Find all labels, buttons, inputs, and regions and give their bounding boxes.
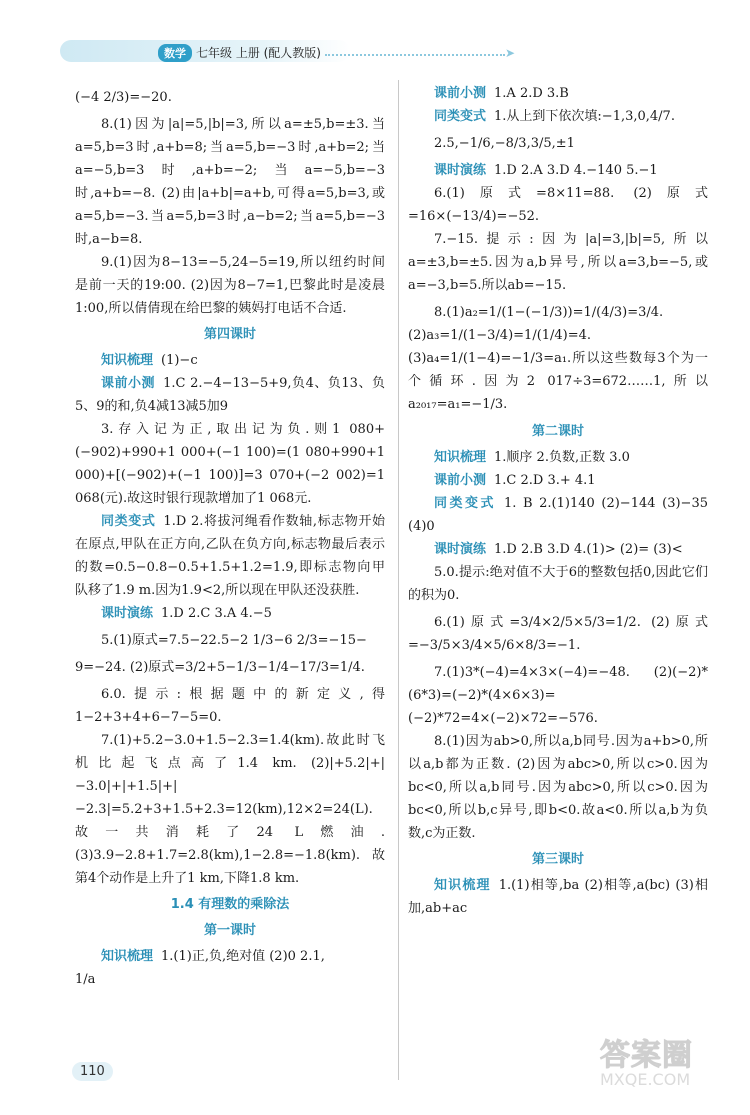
answer-line: (−4 2/3)=−20.	[75, 90, 172, 105]
watermark-url: MXQE.COM	[600, 1070, 691, 1089]
variant-text: 1. B 2.(1)140 (2)−144 (3)−35 (4)0	[408, 496, 708, 534]
variant-row	[75, 510, 385, 602]
column-divider	[398, 80, 399, 1080]
section-label: 知识梳理	[101, 949, 154, 964]
section-label: 知识梳理	[434, 450, 487, 465]
left-column	[75, 82, 385, 991]
answer-5a: 5.(1)原式=7.5−22.5−2 1/3−6 2/3=−15−	[101, 633, 367, 648]
answer-7: 7.−15.提示:因为|a|=3,|b|=5,所以a=±3,b=±5.因为a,b异号,所以a=3,b=−5,或a=−3,b=5.所以ab=−15.	[408, 232, 708, 293]
answer-7b: 7.(1)3*(−4)=4×3×(−4)=−48. (2)(−2)*(6*3)=(−2)*(4×6×3)=(−2)*72=4×(−2)×72=−576.	[408, 665, 708, 726]
answer-6b: 6.(1)原式=3/4×2/5×5/3=1/2. (2)原式=−3/5×3/4×5/6×8/3=−1.	[408, 615, 708, 653]
pretest-row	[75, 372, 385, 418]
knowledge-text: 1.顺序 2.负数,正数 3.0	[494, 450, 630, 465]
answer-6: 6.0.提示:根据题中的新定义,得1−2+3+4+6−7−5=0.	[75, 687, 385, 725]
pretest-text: 1.C 2.−4−13−5+9,负4、负13、负5、9的和,负4减13减5加9	[75, 376, 385, 414]
pretest-row	[408, 469, 708, 492]
answer-5b: 9=−24. (2)原式=3/2+5−1/3−1/4−17/3=1/4.	[75, 660, 365, 675]
variant-text: 1.从上到下依次填:−1,3,0,4/7.	[494, 109, 675, 124]
answer-8b: 8.(1)因为ab>0,所以a,b同号.因为a+b>0,所以a,b都为正数. (2)因为abc>0,所以c>0.因为bc<0,所以a,b同号.因为abc>0,所以c>0.因为bc<0,所以b,c异号,即b<0.故a<0.所以a,b为负数,c为正数.	[408, 734, 708, 841]
section-label: 课时演练	[434, 163, 487, 178]
watermark	[600, 1030, 740, 1110]
variant-row	[408, 105, 708, 128]
practice-row	[75, 602, 385, 625]
practice-row	[408, 159, 708, 182]
pretest-text: 1.C 2.D 3.+ 4.1	[494, 473, 596, 488]
knowledge-text: (1)−c	[161, 353, 198, 368]
chapter-title: 1.4 有理数的乘除法	[170, 897, 290, 912]
practice-text: 1.D 2.A 3.D 4.−140 5.−1	[494, 163, 658, 178]
answer-8: 8.(1)因为|a|=5,|b|=3,所以a=±5,b=±3.当a=5,b=3时,a+b=8;当a=5,b=−3时,a+b=2;当a=−5,b=3时,a+b=−2;当a=−5,b=−3时,a+b=−8. (2)由|a+b|=a+b,可得a=5,b=3,或a=5,b=−3.当a=5,b=3时,a−b=2;当a=5,b=−3时,a−b=8.	[75, 117, 385, 247]
header-dotted-line	[325, 54, 505, 56]
variant-text: 1.D 2.将拔河绳看作数轴,标志物开始在原点,甲队在正方向,乙队在负方向,标志物最后表示的数=0.5−0.8−0.5+1.5+1.2=1.9,即标志物向甲队移了1.9 m.因为1.9<2,所以现在甲队还没获胜.	[75, 514, 385, 598]
pretest-row	[408, 82, 708, 105]
section-title: 第三课时	[531, 852, 584, 867]
answer-6: 6.(1)原式=8×11=88. (2)原式=16×(−13/4)=−52.	[408, 186, 708, 224]
fraction-text: 1/a	[75, 972, 96, 987]
section-label: 同类变式	[434, 109, 487, 124]
section-label: 课时演练	[434, 542, 487, 557]
answer-8: 8.(1)a₂=1/(1−(−1/3))=1/(4/3)=3/4. (2)a₃=1/(1−3/4)=1/(1/4)=4. (3)a₄=1/(1−4)=−1/3=a₁.所以这些数每3个为一个循环.因为2 017÷3=672……1,所以a₂₀₁₇=a₁=−1/3.	[408, 305, 708, 412]
section-label: 课前小测	[434, 473, 487, 488]
section-label: 同类变式	[434, 496, 496, 511]
section-label: 课前小测	[101, 376, 156, 391]
knowledge-text: 1.(1)相等,ba (2)相等,a(bc) (3)相加,ab+ac	[408, 878, 708, 916]
variant-row	[408, 492, 708, 538]
practice-text: 1.D 2.B 3.D 4.(1)> (2)= (3)<	[494, 542, 683, 557]
answer-9: 9.(1)因为8−13=−5,24−5=19,所以纽约时间是前一天的19:00. (2)因为8−7=1,巴黎此时是凌晨1:00,所以倩倩现在给巴黎的姨妈打电话不合适.	[75, 255, 385, 316]
section-label: 知识梳理	[101, 353, 154, 368]
header-arrow-icon: ➤	[505, 46, 516, 60]
knowledge-row	[408, 446, 708, 469]
knowledge-row	[75, 945, 385, 968]
section-label: 课时演练	[101, 606, 154, 621]
section-title: 第四课时	[203, 327, 256, 342]
answer-2: 2.5,−1/6,−8/3,3/5,±1	[434, 136, 575, 151]
practice-text: 1.D 2.C 3.A 4.−5	[161, 606, 272, 621]
answer-3: 3.存入记为正,取出记为负.则1 080+(−902)+990+1 000+(−1 100)=(1 080+990+1 000)+[(−902)+(−1 100)]=3 070+(−2 002)=1 068(元).故这时银行现款增加了1 068元.	[75, 422, 385, 506]
answer-7: 7.(1)+5.2−3.0+1.5−2.3=1.4(km).故此时飞机比起飞点高了1.4 km. (2)|+5.2|+|−3.0|+|+1.5|+|−2.3|=5.2+3+1.5+2.3=12(km),12×2=24(L).故一共消耗了24 L燃油. (3)3.9−2.8+1.7=2.8(km),1−2.8=−1.8(km).故第4个动作是上升了1 km,下降1.8 km.	[75, 733, 385, 886]
pretest-text: 1.A 2.D 3.B	[494, 86, 569, 101]
section-title: 第二课时	[531, 424, 584, 439]
knowledge-row	[408, 874, 708, 920]
book-title: 七年级 上册 (配人教版)	[196, 46, 321, 60]
section-label: 同类变式	[101, 514, 156, 529]
watermark-logo-text: 答案圈	[600, 1038, 693, 1073]
knowledge-text: 1.(1)正,负,绝对值 (2)0 2.1,	[161, 949, 325, 964]
right-column	[408, 82, 708, 920]
page-number: 110	[72, 1062, 113, 1081]
subject-tag: 数学	[158, 44, 192, 62]
section-label: 知识梳理	[434, 878, 491, 893]
section-title: 第一课时	[203, 923, 256, 938]
answer-5: 5.0.提示:绝对值不大于6的整数包括0,因此它们的积为0.	[408, 565, 708, 603]
page-header	[0, 0, 750, 70]
practice-row	[408, 538, 708, 561]
section-label: 课前小测	[434, 86, 487, 101]
knowledge-row	[75, 349, 385, 372]
